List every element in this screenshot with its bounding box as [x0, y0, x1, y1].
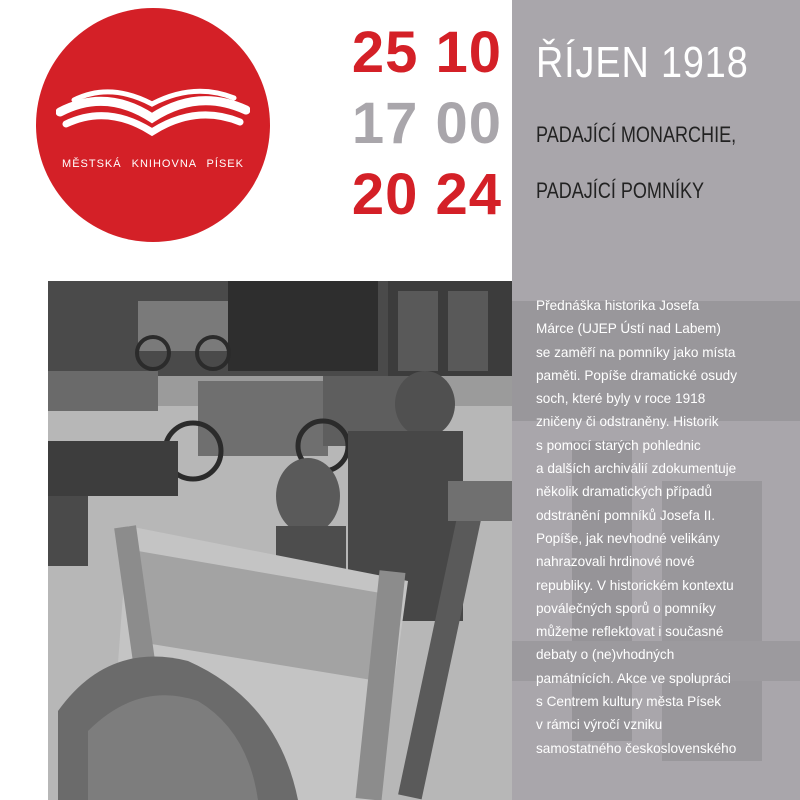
description-line: několik dramatických případů — [536, 484, 713, 500]
event-description — [536, 294, 780, 760]
description-line: se zaměří na pomníky jako místa — [536, 344, 736, 360]
description-line: republiky. V historickém kontextu — [536, 577, 734, 593]
description-line: soch, které byly v roce 1918 — [536, 391, 706, 407]
description-line: Přednáška historika Josefa — [536, 298, 700, 313]
description-line: odstranění pomníků Josefa II. — [536, 507, 716, 523]
description-line: s pomocí starých pohlednic — [536, 437, 701, 453]
event-year — [302, 162, 502, 227]
description-line: památnících. Akce ve spolupráci — [536, 670, 731, 686]
year-part-a: 20 — [351, 162, 419, 227]
description-line: paměti. Popíše dramatické osudy — [536, 367, 737, 383]
event-title: ŘÍJEN 1918 — [536, 38, 749, 87]
year-part-b: 24 — [435, 162, 502, 227]
description-line: Márce (UJEP Ústí nad Labem) — [536, 321, 721, 337]
description-line: s Centrem kultury města Písek — [536, 694, 722, 710]
description-line: Popíše, jak nevhodné velikány — [536, 530, 720, 546]
event-time — [302, 91, 502, 156]
date-month: 10 — [435, 20, 502, 85]
description-line: můžeme reflektovat i současné — [536, 624, 724, 640]
time-minute: 00 — [435, 91, 502, 156]
event-subtitle-2: PADAJÍCÍ POMNÍKY — [536, 178, 705, 203]
event-subtitle-1: PADAJÍCÍ MONARCHIE, — [536, 122, 737, 147]
description-line: zničeny či odstraněny. Historik — [536, 414, 719, 430]
description-line: nahrazovali hrdinové nové — [536, 554, 695, 570]
description-line: samostatného československého — [536, 740, 737, 756]
date-day: 25 — [351, 20, 419, 85]
library-logo — [36, 8, 270, 242]
library-name: MĚSTSKÁ KNIHOVNA PÍSEK — [62, 158, 244, 170]
description-line: v rámci výročí vzniku — [536, 717, 663, 733]
description-line: poválečných sporů o pomníky — [536, 600, 716, 616]
description-line: a dalších archiválií zdokumentuje — [536, 461, 737, 477]
description-line: debaty o (ne)vhodných — [536, 647, 675, 663]
event-date — [302, 20, 502, 85]
time-hour: 17 — [351, 91, 419, 156]
open-book-icon — [56, 80, 250, 150]
historical-photo — [48, 281, 512, 800]
